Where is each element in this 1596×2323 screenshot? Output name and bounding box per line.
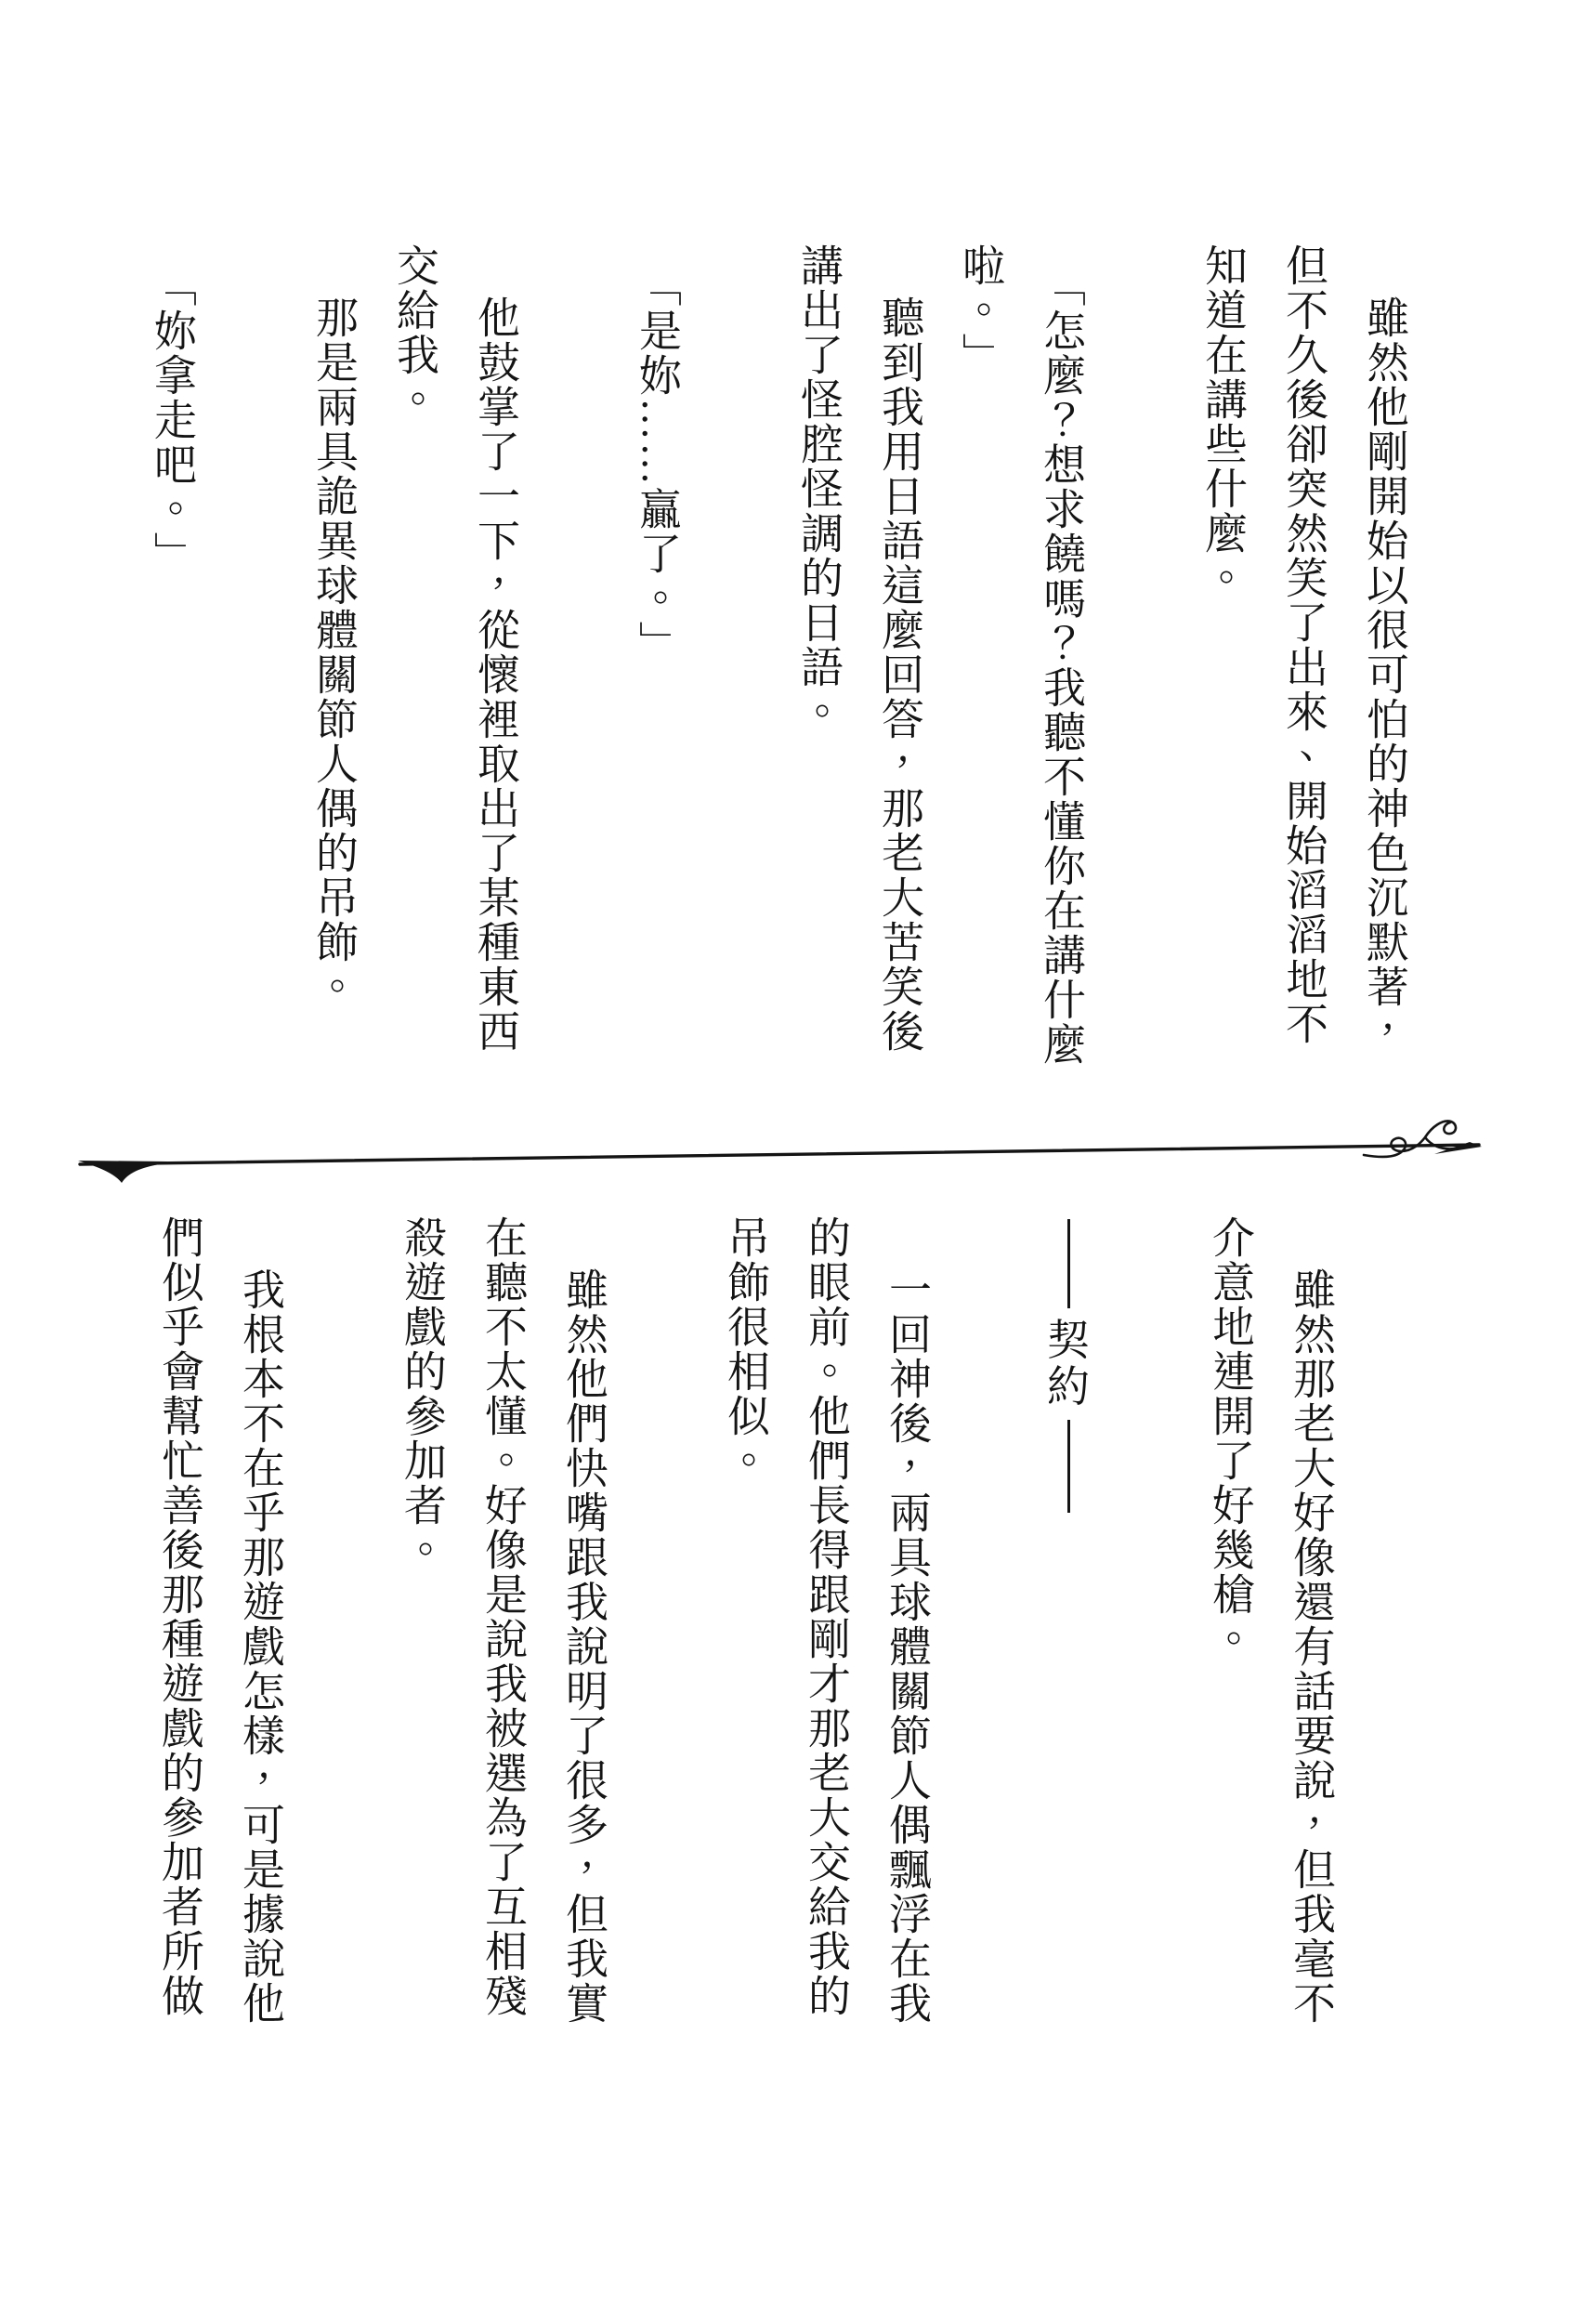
divider-left-arrowhead	[78, 1161, 167, 1183]
text-column: 一回神後，兩具球體關節人偶飄浮在我	[883, 1267, 931, 2026]
text-column: 在聽不太懂。好像是說我被選為了互相殘	[479, 1215, 527, 2018]
text-column: 介意地連開了好幾槍。	[1207, 1215, 1254, 1661]
section-divider	[0, 1087, 1596, 1208]
text-column: 「妳拿走吧。」	[149, 264, 196, 577]
header-rule-top	[1067, 1219, 1070, 1308]
text-column: 交給我。	[391, 243, 438, 422]
text-column: 「是妳……贏了。」	[634, 264, 681, 666]
text-column: 雖然他們快嘴跟我說明了很多，但我實	[560, 1267, 608, 2026]
text-column: 「怎麼？想求饒嗎？我聽不懂你在講什麼	[1038, 264, 1085, 1068]
divider-right-flourish	[1364, 1121, 1456, 1157]
header-character: 約	[1047, 1363, 1090, 1411]
text-column: 但不久後卻突然笑了出來、開始滔滔地不	[1280, 243, 1328, 1046]
text-column: 他鼓掌了一下，從懷裡取出了某種東西	[472, 295, 519, 1054]
text-column: 雖然他剛開始以很可怕的神色沉默著，	[1361, 295, 1408, 1054]
divider-line	[80, 1145, 1479, 1164]
text-column: 那是兩具詭異球體關節人偶的吊飾。	[310, 295, 358, 1009]
section-header-contract	[1044, 1219, 1092, 1513]
header-character: 契	[1047, 1317, 1090, 1364]
text-column: 知道在講些什麼。	[1199, 243, 1247, 600]
text-column: 的眼前。他們長得跟剛才那老大交給我的	[803, 1215, 850, 2018]
text-column: 聽到我用日語這麼回答，那老大苦笑後	[876, 295, 923, 1054]
text-column: 吊飾很相似。	[722, 1215, 769, 1483]
text-column: 們似乎會幫忙善後那種遊戲的參加者所做	[156, 1215, 203, 2018]
text-column: 講出了怪腔怪調的日語。	[795, 243, 843, 734]
text-column: 殺遊戲的參加者。	[399, 1215, 446, 1572]
text-column: 我根本不在乎那遊戲怎樣，可是據說他	[237, 1267, 284, 2026]
text-column: 雖然那老大好像還有話要說，但我毫不	[1288, 1267, 1335, 2026]
header-rule-bottom	[1067, 1420, 1070, 1513]
text-column: 啦。」	[957, 243, 1004, 377]
